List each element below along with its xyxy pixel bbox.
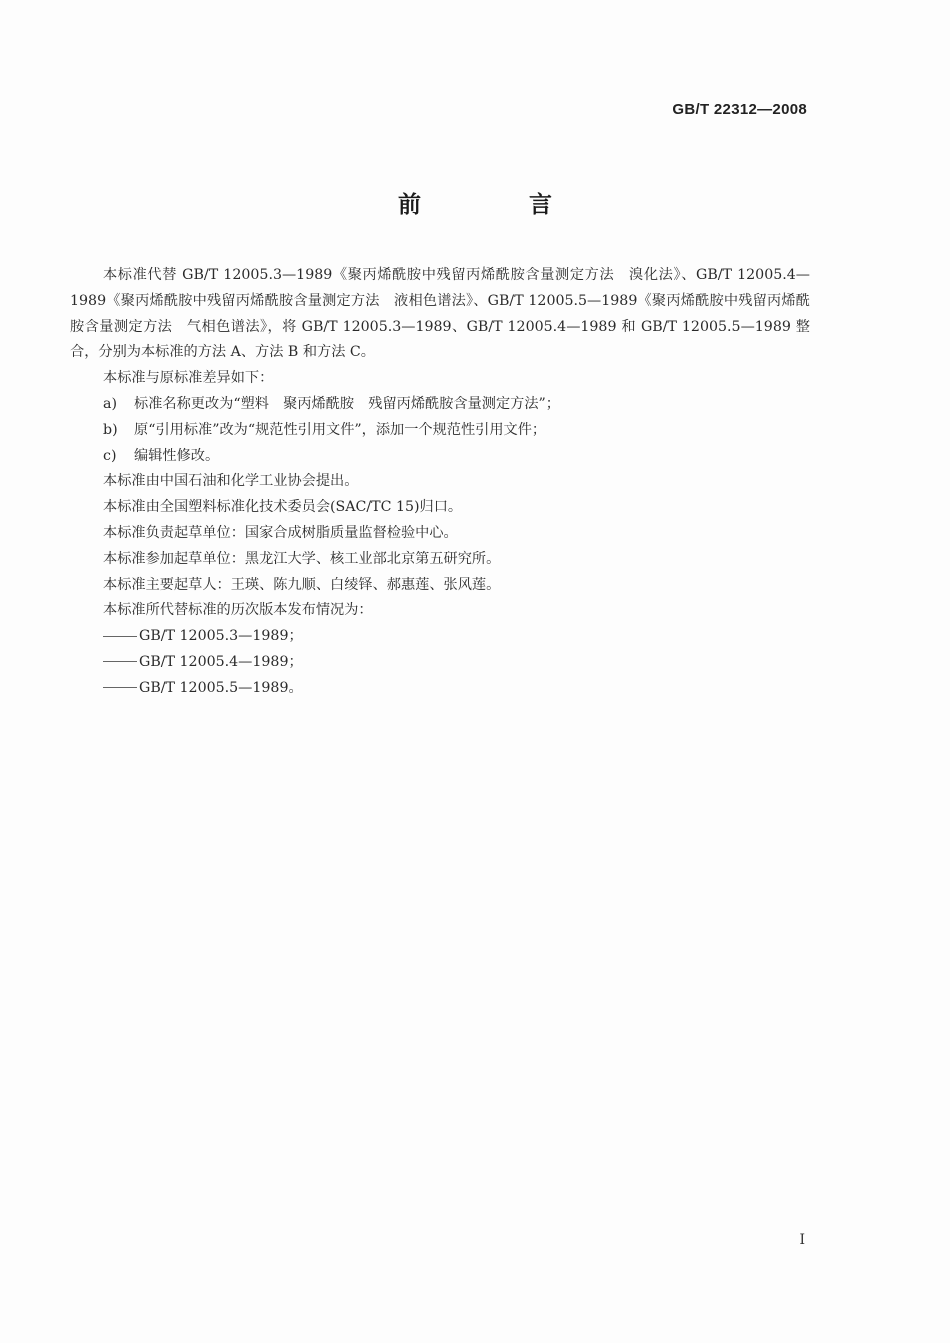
diff-item-b bbox=[70, 418, 810, 444]
history-intro: 本标准所代替标准的历次版本发布情况为： bbox=[103, 602, 373, 619]
under-jurisdiction: 本标准由全国塑料标准化技术委员会(SAC/TC 15)归口。 bbox=[103, 499, 463, 516]
page-title: 前 言 bbox=[397, 191, 602, 218]
page-number: I bbox=[799, 1232, 805, 1248]
diff-item-label: c) bbox=[103, 447, 117, 464]
diff-intro: 本标准与原标准差异如下： bbox=[103, 370, 274, 387]
history-item-text: GB/T 12005.4—1989； bbox=[139, 653, 303, 670]
replacement-paragraph: 本标准代替 GB/T 12005.3—1989《聚丙烯酰胺中残留丙烯酰胺含量测定方法 溴化法》、GB/T 12005.4—1989《聚丙烯酰胺中残留丙烯酰胺含量测定方法 液相色谱法》、GB/T 12005.5—1989《聚丙烯酰胺中残留丙烯酰胺含量测定方法 气相色谱法》，将 GB/T 12005.3—1989、GB/T 12005.4—1989 和 GB/T 12005.5—1989 整合，分别为本标准的方法 A、方法 B 和方法 C。 bbox=[70, 267, 810, 361]
proposed-by: 本标准由中国石油和化学工业协会提出。 bbox=[103, 473, 359, 490]
diff-item-text: 标准名称更改为“塑料 聚丙烯酰胺 残留丙烯酰胺含量测定方法”； bbox=[134, 395, 560, 412]
participating-drafters: 本标准参加起草单位：黑龙江大学、核工业部北京第五研究所。 bbox=[103, 550, 501, 567]
diff-item-label: b) bbox=[103, 421, 118, 438]
dash-mark bbox=[103, 661, 137, 662]
foreword-body bbox=[70, 263, 810, 702]
diff-item-text: 原“引用标准”改为“规范性引用文件”，添加一个规范性引用文件； bbox=[134, 421, 547, 438]
history-item-text: GB/T 12005.3—1989； bbox=[139, 628, 303, 645]
standard-code: GB/T 22312—2008 bbox=[672, 101, 807, 118]
dash-mark bbox=[103, 636, 137, 637]
dash-mark bbox=[103, 687, 137, 688]
diff-item-text: 编辑性修改。 bbox=[134, 447, 220, 464]
responsible-drafter: 本标准负责起草单位：国家合成树脂质量监督检验中心。 bbox=[103, 524, 458, 541]
history-item bbox=[70, 676, 810, 702]
history-item-text: GB/T 12005.5—1989。 bbox=[139, 679, 303, 696]
main-drafters: 本标准主要起草人：王瑛、陈九顺、白绫铎、郝惠莲、张风莲。 bbox=[103, 576, 501, 593]
history-item bbox=[70, 624, 810, 650]
diff-item-label: a) bbox=[103, 395, 117, 412]
diff-item-c bbox=[70, 444, 810, 470]
diff-item-a bbox=[70, 392, 810, 418]
history-item bbox=[70, 650, 810, 676]
